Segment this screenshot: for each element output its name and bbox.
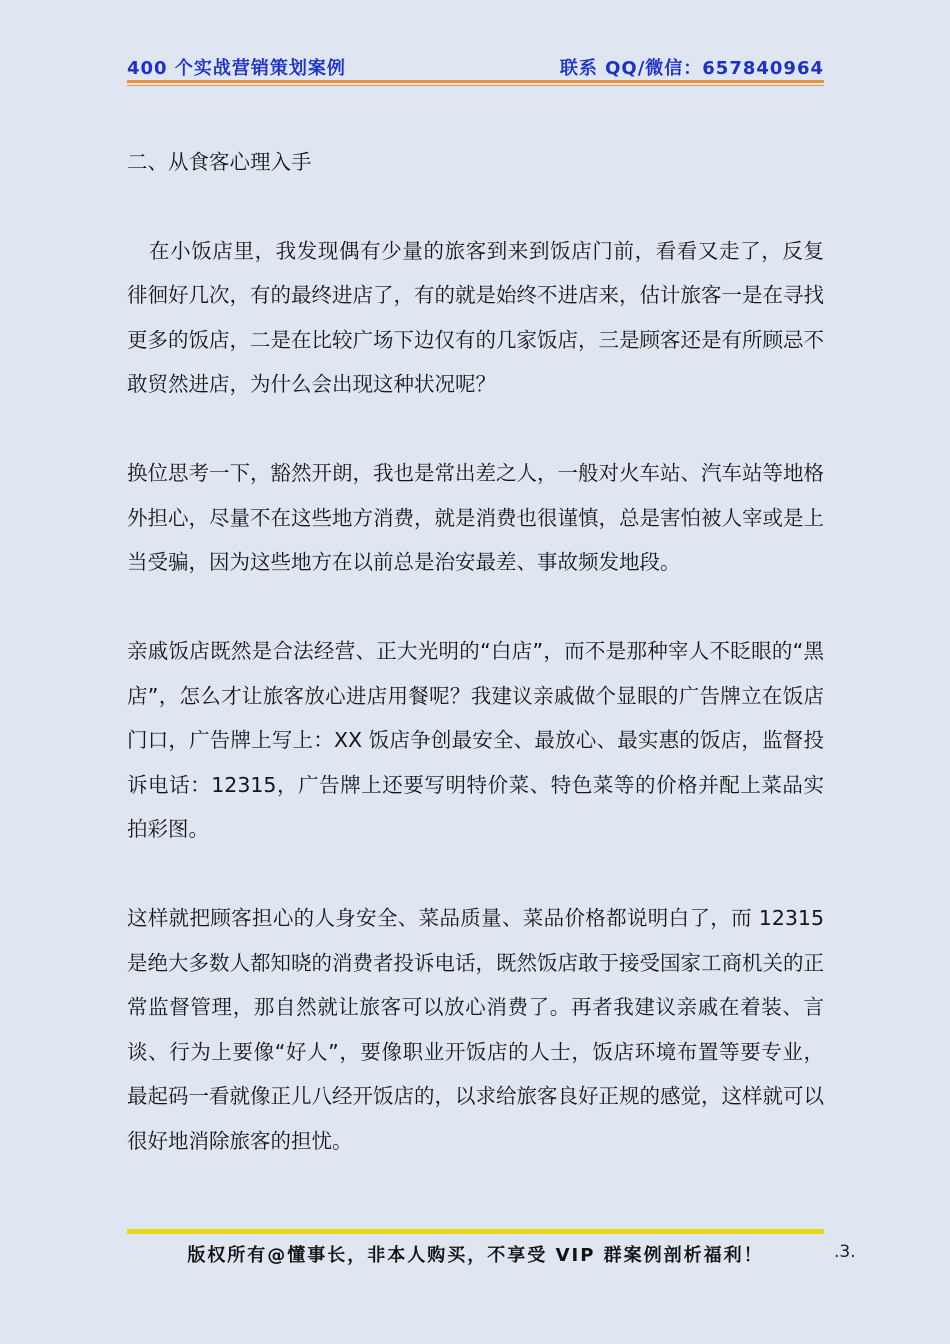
page-header bbox=[127, 52, 824, 82]
paragraph-4: 这样就把顾客担心的人身安全、菜品质量、菜品价格都说明白了，而 12315 是绝大多数人都知晓的消费者投诉电话，既然饭店敢于接受国家工商机关的正常监督管理，那自然就让旅客可以放心消费了。再者我建议亲戚在着装、言谈、行为上要像“好人”，要像职业开饭店的人士，饭店环境布置等要专业，最起码一看就像正儿八经开饭店的，以求给旅客良好正规的感觉，这样就可以很好地消除旅客的担忧。 bbox=[127, 906, 824, 1153]
paragraph-1: 在小饭店里，我发现偶有少量的旅客到来到饭店门前，看看又走了，反复徘徊好几次，有的最终进店了，有的就是始终不进店来，估计旅客一是在寻找更多的饭店，二是在比较广场下边仅有的几家饭店，三是顾客还是有所顾忌不敢贸然进店，为什么会出现这种状况呢？ bbox=[127, 238, 824, 396]
header-divider-thin bbox=[127, 85, 824, 86]
section-heading: 二、从食客心理入手 bbox=[127, 150, 312, 174]
paragraph-2: 换位思考一下，豁然开朗，我也是常出差之人，一般对火车站、汽车站等地格外担心，尽量不在这些地方消费，就是消费也很谨慎，总是害怕被人宰或是上当受骗，因为这些地方在以前总是治安最差、事故频发地段。 bbox=[127, 461, 824, 574]
copyright-notice: 版权所有@懂事长，非本人购买，不享受 VIP 群案例剖析福利！ bbox=[187, 1245, 764, 1266]
paragraph-3: 亲戚饭店既然是合法经营、正大光明的“白店”，而不是那种宰人不眨眼的“黑店”，怎么才让旅客放心进店用餐呢？我建议亲戚做个显眼的广告牌立在饭店门口，广告牌上写上：XX 饭店争创最安全、最放心、最实惠的饭店，监督投诉电话：12315，广告牌上还要写明特价菜、特色菜等的价格并配上菜品实拍彩图。 bbox=[127, 639, 824, 841]
footer-divider bbox=[127, 1229, 824, 1234]
header-contact: 联系 QQ/微信：657840964 bbox=[559, 58, 824, 79]
header-title: 400 个实战营销策划案例 bbox=[127, 58, 346, 79]
page-number: .3. bbox=[834, 1242, 856, 1262]
document-body bbox=[127, 140, 824, 1163]
header-divider bbox=[127, 80, 824, 83]
